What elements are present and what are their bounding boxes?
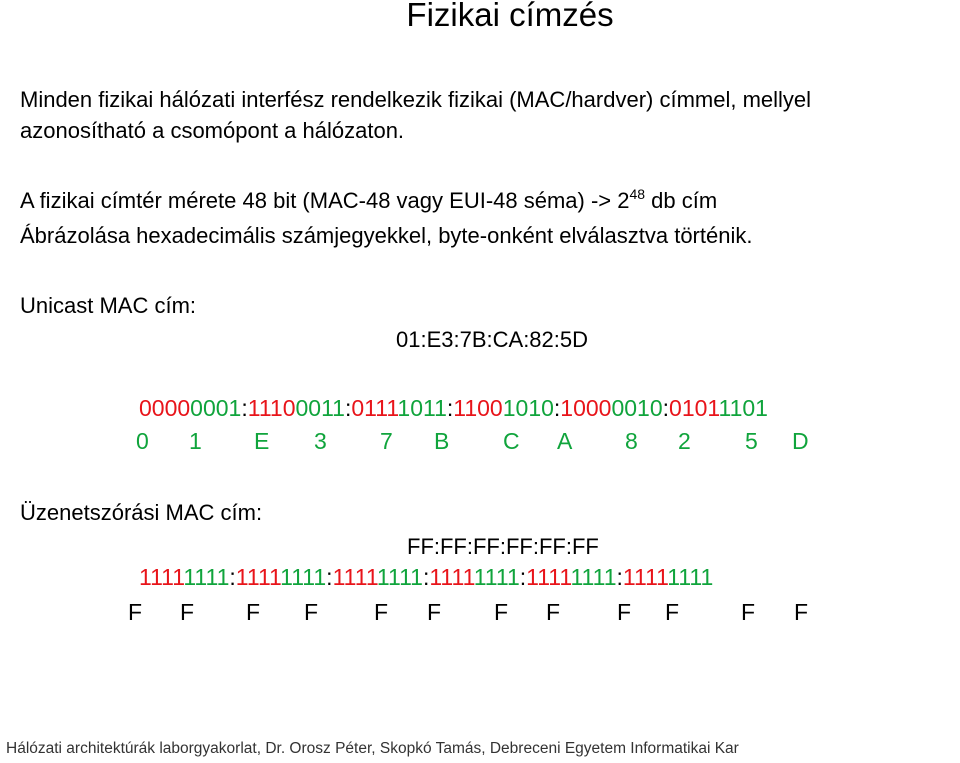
hex-digit: B [434,428,450,454]
hex-digit: 7 [380,428,393,454]
byte-separator: : [241,395,248,421]
unicast-hex-digits [0,428,960,458]
broadcast-binary [139,564,713,591]
low-nibble: 1111 [376,564,423,590]
byte-separator: : [344,395,352,421]
size-text: A fizikai címtér mérete 48 bit (MAC-48 vagy EUI-48 séma) -> 2 [20,188,630,213]
low-nibble: 1111 [570,564,617,590]
broadcast-hex-digits [0,599,960,629]
representation-line: Ábrázolása hexadecimális számjegyekkel, byte-onként elválasztva történik. [20,223,753,248]
byte-separator: : [326,564,333,590]
byte-separator: : [229,564,236,590]
low-nibble: 0001 [190,395,242,421]
intro-line-1: Minden fizikai hálózati interfész rendelkezik fizikai (MAC/hardver) címmel, mellyel [20,87,812,112]
broadcast-address: FF:FF:FF:FF:FF:FF [407,534,599,559]
hex-digit: E [254,428,270,454]
slide-title: Fizikai címzés [406,0,614,33]
byte-separator: : [616,564,623,590]
hex-digit: A [557,428,573,454]
hex-digit: F [374,599,389,625]
size-exponent: 48 [629,186,646,202]
byte-separator: : [422,564,430,590]
hex-digit: F [180,599,195,625]
high-nibble: 1000 [560,395,612,421]
hex-digit: 0 [136,428,149,454]
hex-digit: F [427,599,442,625]
high-nibble: 0111 [351,395,398,421]
high-nibble: 1100 [453,395,503,421]
byte-separator: : [446,395,454,421]
high-nibble: 0101 [669,395,719,421]
hex-digit: 1 [189,428,202,454]
hex-digit: 2 [678,428,691,454]
broadcast-label: Üzenetszórási MAC cím: [20,500,263,525]
low-nibble: 0011 [295,395,345,421]
low-nibble: 1011 [397,395,447,421]
low-nibble: 0010 [611,395,663,421]
hex-digit: F [128,599,143,625]
hex-digit: 5 [745,428,758,454]
size-suffix: db cím [645,188,718,213]
hex-digit: 8 [625,428,638,454]
low-nibble: 1101 [718,395,768,421]
footer: Hálózati architektúrák laborgyakorlat, Dr. Orosz Péter, Skopkó Tamás, Debreceni Egyetem Informatikai Kar [6,740,739,757]
low-nibble: 1111 [667,564,714,590]
hex-digit: D [792,428,809,454]
high-nibble: 1111 [332,564,377,590]
hex-digit: F [546,599,561,625]
high-nibble: 1111 [622,564,668,590]
byte-separator: : [519,564,527,590]
low-nibble: 1111 [280,564,327,590]
unicast-label: Unicast MAC cím: [20,293,197,318]
byte-separator: : [553,395,561,421]
unicast-address: 01:E3:7B:CA:82:5D [396,327,589,352]
hex-digit: F [304,599,319,625]
byte-separator: : [662,395,670,421]
high-nibble: 1111 [429,564,474,590]
high-nibble: 1111 [526,564,571,590]
high-nibble: 1111 [139,564,184,590]
low-nibble: 1010 [502,395,554,421]
unicast-binary [139,395,768,422]
hex-digit: F [617,599,632,625]
intro-line-2: azonosítható a csomópont a hálózaton. [20,118,405,143]
high-nibble: 0000 [139,395,191,421]
high-nibble: 1111 [235,564,281,590]
low-nibble: 1111 [473,564,520,590]
hex-digit: F [665,599,680,625]
hex-digit: C [503,428,520,454]
hex-digit: F [794,599,809,625]
hex-digit: 3 [314,428,327,454]
hex-digit: F [741,599,756,625]
hex-digit: F [246,599,261,625]
address-space-size [20,185,717,216]
low-nibble: 1111 [183,564,230,590]
high-nibble: 1110 [247,395,296,421]
hex-digit: F [494,599,509,625]
